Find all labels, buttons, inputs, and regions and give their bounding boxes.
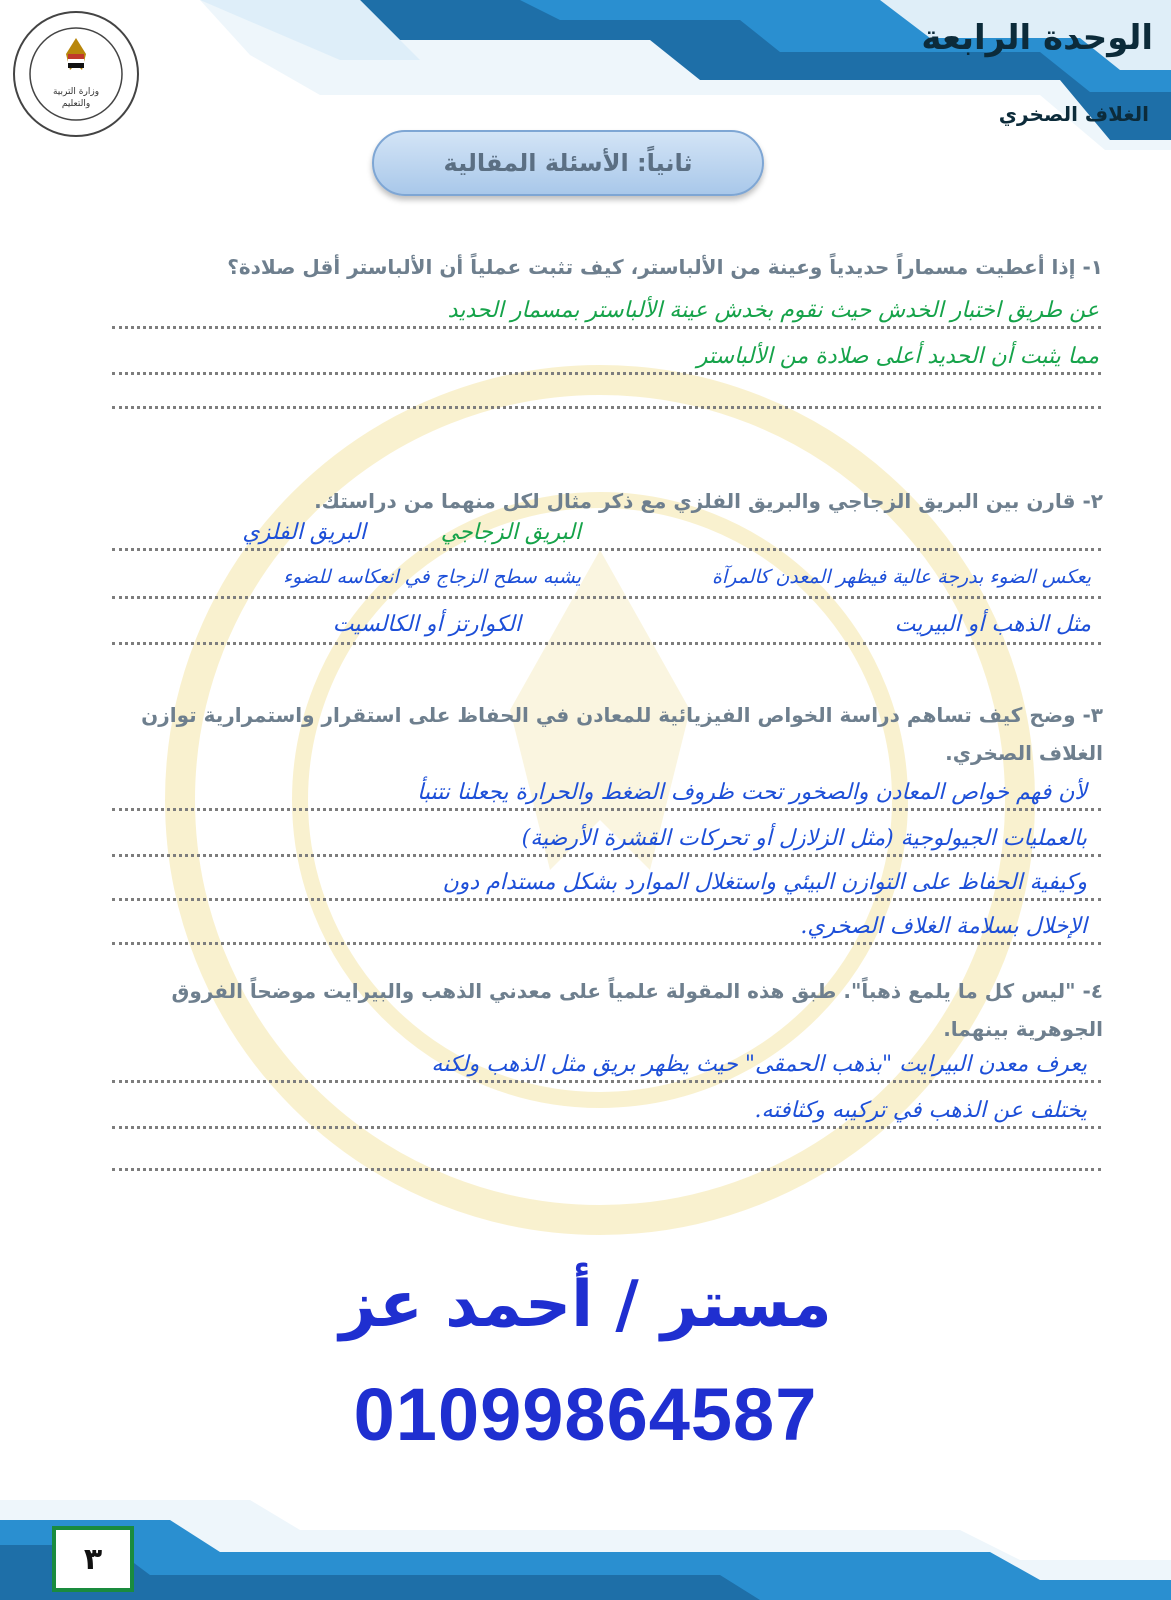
answer-line — [112, 854, 1101, 857]
answer-line — [112, 898, 1101, 901]
ministry-logo-icon — [12, 10, 140, 138]
q2-row1-glassy: يشبه سطح الزجاج في انعكاسه للضوء — [283, 566, 581, 588]
q3-answer-line-3: وكيفية الحفاظ على التوازن البيئي واستغلال الموارد بشكل مستدام دون — [442, 870, 1087, 895]
q2-row2-glassy: الكوارتز أو الكالسيت — [332, 612, 521, 637]
q3-answer-line-1: لأن فهم خواص المعادن والصخور تحت ظروف الضغط والحرارة يجعلنا نتنبأ — [417, 780, 1087, 805]
svg-text:والتعليم: والتعليم — [61, 99, 91, 109]
answer-line — [112, 372, 1101, 375]
question-1: ١- إذا أعطيت مسماراً حديدياً وعينة من الألباستر، كيف تثبت عملياً أن الألباستر أقل صلادة؟ — [227, 255, 1103, 279]
answer-line — [112, 642, 1101, 645]
answer-line — [112, 1080, 1101, 1083]
q4-answer-line-2: يختلف عن الذهب في تركيبه وكثافته. — [754, 1098, 1087, 1123]
answer-line — [112, 1126, 1101, 1129]
q2-row1-metallic: يعكس الضوء بدرجة عالية فيظهر المعدن كالمرآة — [711, 566, 1091, 588]
q1-answer-line-2: مما يثبت أن الحديد أعلى صلادة من الألباستر — [696, 344, 1099, 369]
q3-answer-line-4: الإخلال بسلامة الغلاف الصخري. — [800, 914, 1087, 939]
svg-text:وزارة التربية: وزارة التربية — [52, 87, 100, 97]
teacher-phone: 01099864587 — [353, 1373, 818, 1456]
section-title-pill — [372, 130, 764, 196]
answer-line — [112, 808, 1101, 811]
q4-answer-line-1: يعرف معدن البيرايت "بذهب الحمقى" حيث يظهر بريق مثل الذهب ولكنه — [431, 1052, 1087, 1077]
q2-header-glassy: البريق الزجاجي — [440, 520, 581, 545]
question-4: ٤- "ليس كل ما يلمع ذهباً". طبق هذه المقولة علمياً على معدني الذهب والبيرايت موضحاً الفروق الجوهرية بينهما. — [171, 979, 1103, 1041]
page-number: ٣ — [83, 1541, 103, 1577]
question-3: ٣- وضح كيف تساهم دراسة الخواص الفيزيائية للمعادن في الحفاظ على استقرار واستمرارية توازن الغلاف الصخري. — [141, 703, 1103, 765]
unit-subtitle: الغلاف الصخري — [998, 102, 1149, 126]
footer-band — [0, 1490, 1171, 1600]
q2-row2-metallic: مثل الذهب أو البيريت — [894, 612, 1091, 637]
q2-header-metallic: البريق الفلزي — [242, 520, 366, 545]
answer-line — [112, 942, 1101, 945]
q3-answer-line-2: بالعمليات الجيولوجية (مثل الزلازل أو تحركات القشرة الأرضية) — [521, 826, 1087, 851]
answer-line — [112, 406, 1101, 409]
answer-line — [112, 548, 1101, 551]
answer-line — [112, 596, 1101, 599]
question-2: ٢- قارن بين البريق الزجاجي والبريق الفلزي مع ذكر مثال لكل منهما من دراستك. — [314, 489, 1103, 513]
page-number-box — [52, 1526, 134, 1592]
answer-line — [112, 326, 1101, 329]
section-title: ثانياً: الأسئلة المقالية — [443, 149, 693, 177]
q1-answer-line-1: عن طريق اختبار الخدش حيث نقوم بخدش عينة الألباستر بمسمار الحديد — [447, 298, 1099, 323]
unit-title: الوحدة الرابعة — [921, 18, 1153, 58]
answer-line — [112, 1168, 1101, 1171]
teacher-name: مستر / أحمد عز — [339, 1268, 832, 1342]
